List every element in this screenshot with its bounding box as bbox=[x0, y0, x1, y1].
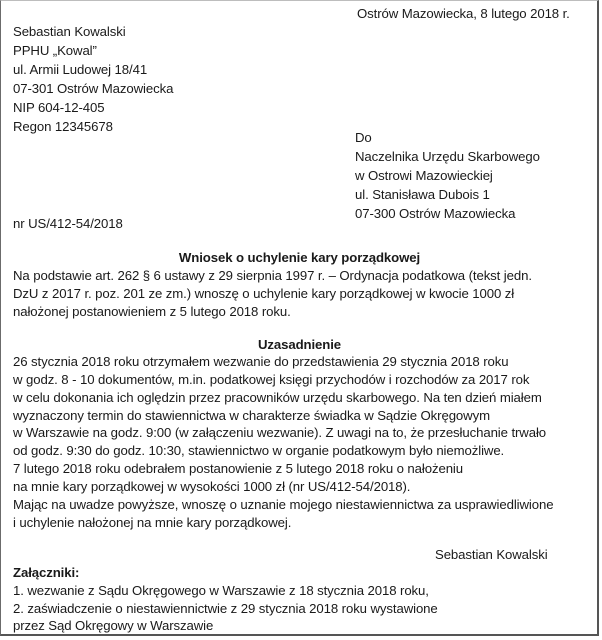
recipient-line-4: 07-300 Ostrów Mazowiecka bbox=[355, 206, 516, 221]
sender-nip: NIP 604-12-405 bbox=[13, 100, 105, 115]
recipient-to: Do bbox=[355, 130, 372, 145]
sender-regon: Regon 12345678 bbox=[13, 119, 113, 134]
justification-line: na mnie kary porządkowej w wysokości 1000 zł (nr US/412-54/2018). bbox=[13, 479, 411, 494]
intro-line: Na podstawie art. 262 § 6 ustawy z 29 sierpnia 1997 r. – Ordynacja podatkowa (tekst jedn. bbox=[13, 268, 532, 283]
attachment-item: przez Sąd Okręgowy w Warszawie bbox=[13, 618, 214, 633]
justification-heading: Uzasadnienie bbox=[257, 337, 342, 352]
intro-line: DzU z 2017 r. poz. 201 ze zm.) wnoszę o uchylenie kary porządkowej w kwocie 1000 zł bbox=[13, 286, 515, 301]
justification-line: 26 stycznia 2018 roku otrzymałem wezwanie do przedstawienia 29 stycznia 2018 roku bbox=[13, 354, 509, 369]
signature: Sebastian Kowalski bbox=[435, 547, 548, 562]
attachments-heading: Załączniki: bbox=[13, 565, 80, 580]
case-number: nr US/412-54/2018 bbox=[13, 216, 123, 231]
document-title: Wniosek o uchylenie kary porządkowej bbox=[178, 250, 421, 265]
justification-line: od godz. 9:30 do godz. 10:30, stawiennictwo w organie podatkowym było niemożliwe. bbox=[13, 443, 505, 458]
justification-line: Mając na uwadze powyższe, wnoszę o uznanie mojego niestawiennictwa za usprawiedliwione bbox=[13, 497, 554, 512]
attachment-item: 2. zaświadczenie o niestawiennictwie z 29 stycznia 2018 roku wystawione bbox=[13, 601, 438, 616]
recipient-line-2: w Ostrowi Mazowieckiej bbox=[355, 168, 493, 183]
sender-name: Sebastian Kowalski bbox=[13, 24, 126, 39]
recipient-line-1: Naczelnika Urzędu Skarbowego bbox=[355, 149, 540, 164]
sender-company: PPHU „Kowal” bbox=[13, 43, 97, 58]
attachment-item: 1. wezwanie z Sądu Okręgowego w Warszawie z 18 stycznia 2018 roku, bbox=[13, 583, 429, 598]
justification-line: w godz. 8 - 10 dokumentów, m.in. podatkowej księgi przychodów i rozchodów za 2017 rok bbox=[13, 372, 530, 387]
justification-line: w celu dokonania ich oględzin przez pracowników urzędu skarbowego. Na ten dzień miałem bbox=[13, 390, 542, 405]
place-date: Ostrów Mazowiecka, 8 lutego 2018 r. bbox=[357, 6, 570, 21]
sender-street: ul. Armii Ludowej 18/41 bbox=[13, 62, 148, 77]
recipient-line-3: ul. Stanisława Dubois 1 bbox=[355, 187, 490, 202]
intro-line: nałożonej postanowieniem z 5 lutego 2018 roku. bbox=[13, 304, 291, 319]
justification-line: wyznaczony termin do stawiennictwa w charakterze świadka w Sądzie Okręgowym bbox=[13, 408, 490, 423]
justification-line: w Warszawie na godz. 9:00 (w załączeniu wezwanie). Z uwagi na to, że przesłuchanie trwało bbox=[13, 425, 547, 440]
sender-city: 07-301 Ostrów Mazowiecka bbox=[13, 81, 174, 96]
justification-line: i uchylenie nałożonej na mnie kary porządkowej. bbox=[13, 515, 292, 530]
justification-line: 7 lutego 2018 roku odebrałem postanowienie z 5 lutego 2018 roku o nałożeniu bbox=[13, 461, 463, 476]
